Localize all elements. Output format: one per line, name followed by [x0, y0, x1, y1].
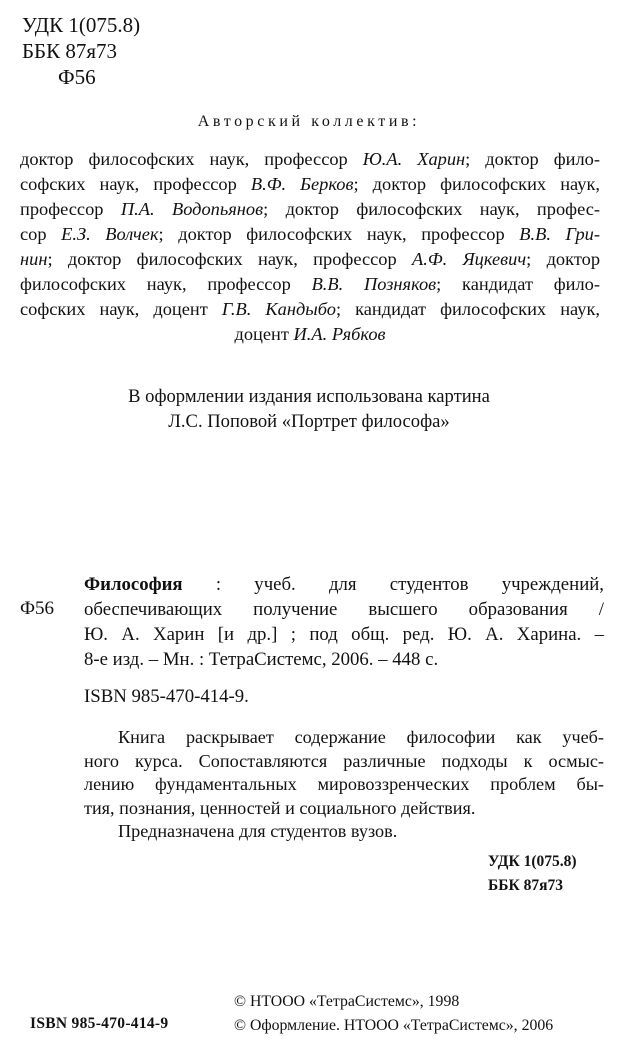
catalog-line: 8-е изд. – Мн. : ТетраСистемс, 2006. – 448 с. [84, 649, 439, 670]
book-title: Философия [84, 574, 183, 595]
copyright-line: © НТООО «ТетраСистемс», 1998 [234, 993, 460, 1010]
annotation-line: тия, познания, ценностей и социального действия. [84, 797, 476, 818]
catalog-index: Ф56 [20, 598, 55, 619]
catalog-line: Философия : учеб. для студентов учреждений, [84, 574, 604, 595]
authors-line: доцент И.А. Рябков [234, 324, 386, 344]
author-name: П.А. Водопьянов [120, 199, 264, 219]
authors-line: софских наук, доцент Г.В. Кандыбо; кандидат философских наук, [20, 299, 600, 319]
authors-line: сор Е.З. Волчек; доктор философских наук, профессор В.В. Гри- [20, 224, 600, 244]
authors-line: философских наук, профессор В.В. Позняков; кандидат фило- [20, 274, 601, 294]
author-name: Г.В. Кандыбо [221, 299, 336, 319]
bbk-code-bottom: ББК 87я73 [488, 877, 563, 894]
authors-list [20, 147, 600, 347]
authors-line: доктор философских наук, профессор Ю.А. Харин; доктор фило- [20, 149, 600, 169]
authors-line: профессор П.А. Водопьянов; доктор философских наук, профес- [20, 199, 600, 219]
painting-note [0, 384, 618, 434]
annotation-line: лению фундаментальных мировоззренческих проблем бы- [84, 774, 604, 794]
painting-note-line: В оформлении издания использована картина [128, 386, 490, 407]
annotation-line: Книга раскрывает содержание философии как учеб- [118, 727, 604, 747]
author-name: И.А. Рябков [293, 324, 386, 344]
classification-codes-top [22, 12, 140, 90]
author-name: Е.З. Волчек [61, 224, 159, 244]
author-name: Ю.А. Харин [362, 149, 466, 169]
udk-code: УДК 1(075.8) [22, 13, 141, 37]
udk-code-bottom: УДК 1(075.8) [488, 853, 577, 870]
author-name: А.Ф. Яцкевич [412, 249, 527, 269]
authors-line: софских наук, профессор В.Ф. Берков; доктор философских наук, [20, 174, 600, 194]
isbn-record: ISBN 985-470-414-9. [84, 686, 249, 707]
author-name: В.В. Гри- [519, 224, 600, 244]
annotation-line: ного курса. Сопоставляются различные подходы к осмыс- [84, 750, 604, 771]
author-name: В.В. Позняков [311, 274, 437, 294]
bbk-code: ББК 87я73 [22, 39, 118, 63]
catalog-line: обеспечивающих получение высшего образования / [84, 599, 604, 620]
catalog-record [84, 572, 604, 672]
copyright-block [234, 990, 553, 1038]
catalog-line: Ю. А. Харин [и др.] ; под общ. ред. Ю. А. Харина. – [84, 624, 604, 645]
annotation [84, 726, 604, 844]
authors-line: нин; доктор философских наук, профессор А.Ф. Яцкевич; доктор [20, 249, 601, 269]
author-sign: Ф56 [58, 65, 96, 89]
classification-codes-bottom [488, 850, 577, 898]
copyright-line: © Оформление. НТООО «ТетраСистемс», 2006 [234, 1017, 554, 1034]
isbn-footer: ISBN 985-470-414-9 [30, 1015, 169, 1032]
audience-note: Предназначена для студентов вузов. [118, 821, 398, 841]
painting-note-line: Л.С. Поповой «Портрет философа» [168, 411, 450, 432]
collective-heading: Авторский коллектив: [197, 113, 421, 130]
author-name: В.Ф. Берков [250, 174, 354, 194]
author-name: нин [20, 249, 48, 269]
